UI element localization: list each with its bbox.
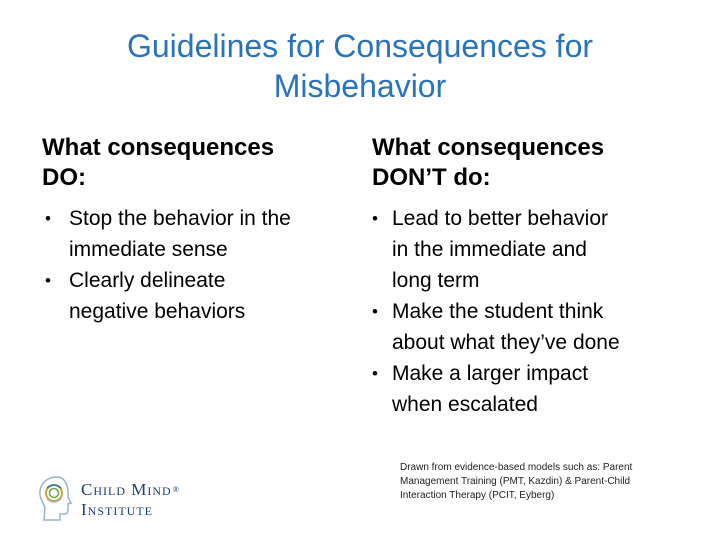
- logo-line-1: [81, 480, 180, 500]
- title-line-2: Misbehavior: [273, 68, 447, 104]
- list-item: [372, 296, 692, 358]
- item-line: long term: [392, 269, 480, 292]
- bullet-icon: •: [45, 209, 51, 228]
- item-line: Make a larger impact: [392, 362, 589, 385]
- list-item: [372, 203, 692, 296]
- item-line: in the immediate and: [392, 238, 587, 261]
- dont-list: [372, 203, 692, 420]
- item-line: immediate sense: [69, 238, 228, 261]
- citation-line: Management Training (PMT, Kazdin) & Parent-Child: [400, 476, 631, 487]
- bullet-icon: •: [372, 302, 378, 321]
- bullet-icon: •: [372, 364, 378, 383]
- dont-heading-line-1: What consequences: [372, 134, 605, 161]
- registered-mark: ®: [172, 485, 180, 494]
- list-item: [372, 358, 692, 420]
- item-line: Lead to better behavior: [392, 207, 608, 230]
- head-profile-icon: [35, 474, 75, 522]
- citation-line: Drawn from evidence-based models such as: Parent: [400, 462, 633, 473]
- list-item: [42, 203, 362, 265]
- do-heading-line-1: What consequences: [42, 134, 275, 161]
- item-line: negative behaviors: [69, 300, 246, 323]
- list-item: [42, 265, 362, 327]
- citation-line: Interaction Therapy (PCIT, Eyberg): [400, 490, 555, 501]
- bullet-icon: •: [372, 209, 378, 228]
- citation-text: [400, 461, 680, 503]
- logo-wordmark: [81, 480, 180, 520]
- do-heading-line-2: DO:: [42, 164, 86, 191]
- dont-heading: [372, 133, 692, 193]
- title-line-1: Guidelines for Consequences for: [126, 28, 594, 64]
- do-list: [42, 203, 362, 327]
- item-line: about what they’ve done: [392, 331, 620, 354]
- item-line: Stop the behavior in the: [69, 207, 291, 230]
- bullet-icon: •: [45, 271, 51, 290]
- item-line: Make the student think: [392, 300, 604, 323]
- slide-title: [60, 26, 660, 106]
- logo-line-2: Institute: [81, 500, 153, 519]
- item-line: when escalated: [392, 393, 538, 416]
- child-mind-institute-logo: [35, 472, 205, 524]
- dont-heading-line-2: DON’T do:: [372, 164, 491, 191]
- do-heading: [42, 133, 342, 193]
- logo-line-1-text: Child Mind: [81, 480, 172, 499]
- item-line: Clearly delineate: [69, 269, 226, 292]
